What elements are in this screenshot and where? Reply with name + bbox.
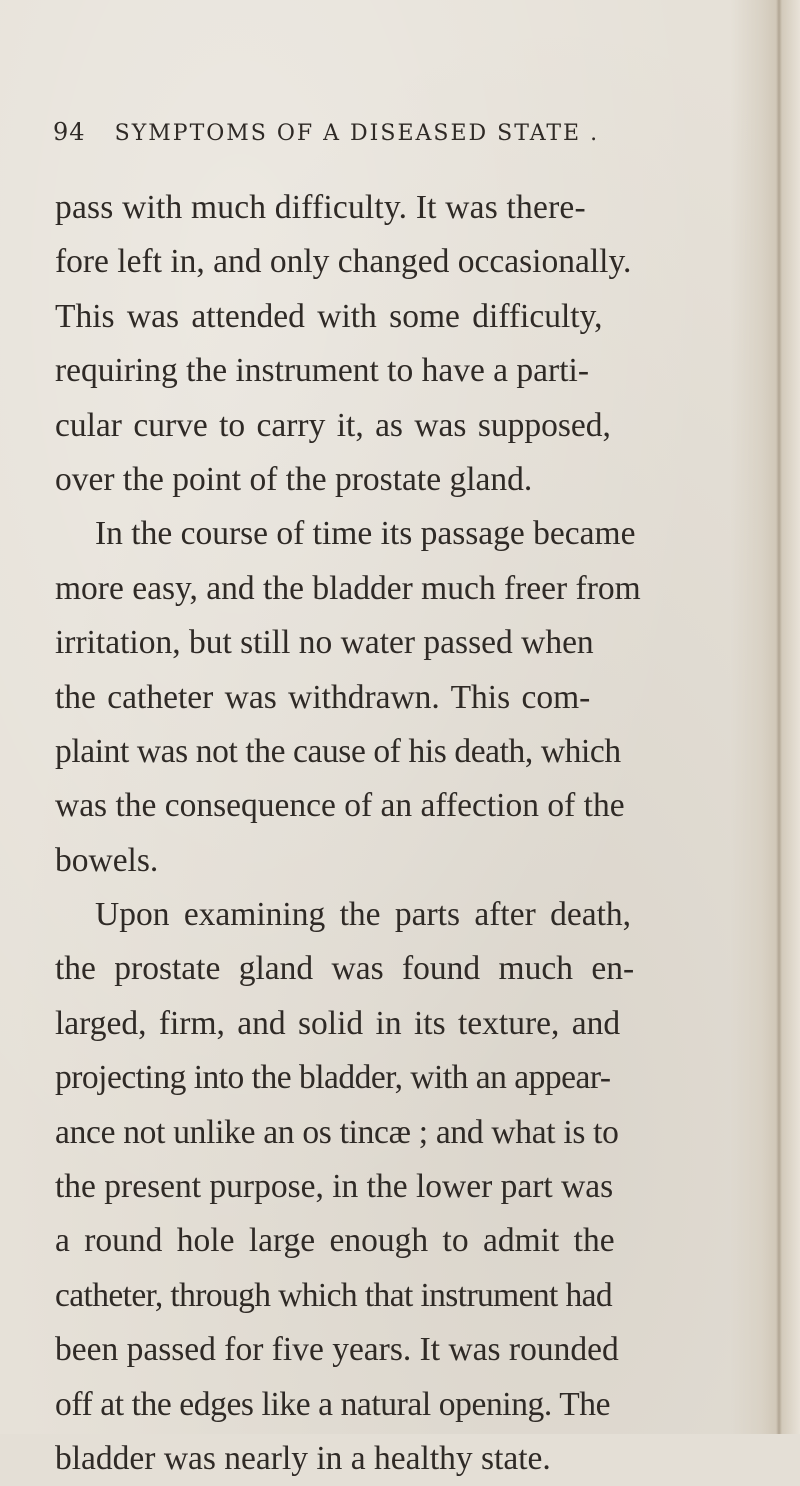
- body-text: [55, 181, 755, 1486]
- paragraph-start-line: In the course of time its passage became: [95, 515, 636, 553]
- text-line: catheter, through which that instrument had: [55, 1276, 613, 1314]
- text-line: bowels.: [55, 841, 159, 879]
- text-line: more easy, and the bladder much freer from: [55, 569, 641, 607]
- text-line: fore left in, and only changed occasionally.: [55, 243, 632, 281]
- text-line: projecting into the bladder, with an appear-: [55, 1059, 611, 1097]
- paragraph-start-line: Upon examining the parts after death,: [95, 896, 632, 934]
- text-line: off at the edges like a natural opening. The: [55, 1385, 611, 1423]
- text-line: been passed for five years. It was rounded: [55, 1331, 619, 1369]
- text-line: the prostate gland was found much en-: [55, 950, 635, 988]
- text-line: was the consequence of an affection of the: [55, 787, 625, 825]
- text-line: plaint was not the cause of his death, which: [55, 732, 621, 770]
- running-head: [53, 118, 713, 158]
- text-line: requiring the instrument to have a parti-: [55, 352, 589, 390]
- page-edge-shadow: [776, 0, 782, 1434]
- text-line: cular curve to carry it, as was supposed,: [55, 406, 611, 444]
- text-line: irritation, but still no water passed when: [55, 624, 594, 662]
- text-line: ance not unlike an os tincæ ; and what is to: [55, 1113, 619, 1151]
- text-line: pass with much difficulty. It was there-: [55, 189, 586, 226]
- page-number: 94: [53, 118, 86, 146]
- text-line: larged, firm, and solid in its texture, and: [55, 1004, 621, 1042]
- running-title: SYMPTOMS OF A DISEASED STATE .: [114, 121, 600, 146]
- text-line: the catheter was withdrawn. This com-: [55, 678, 591, 716]
- text-line: the present purpose, in the lower part was: [55, 1168, 614, 1206]
- text-line: This was attended with some difficulty,: [55, 297, 603, 335]
- text-line: a round hole large enough to admit the: [55, 1222, 615, 1260]
- text-line: over the point of the prostate gland.: [55, 460, 533, 498]
- text-line: bladder was nearly in a healthy state.: [55, 1439, 551, 1477]
